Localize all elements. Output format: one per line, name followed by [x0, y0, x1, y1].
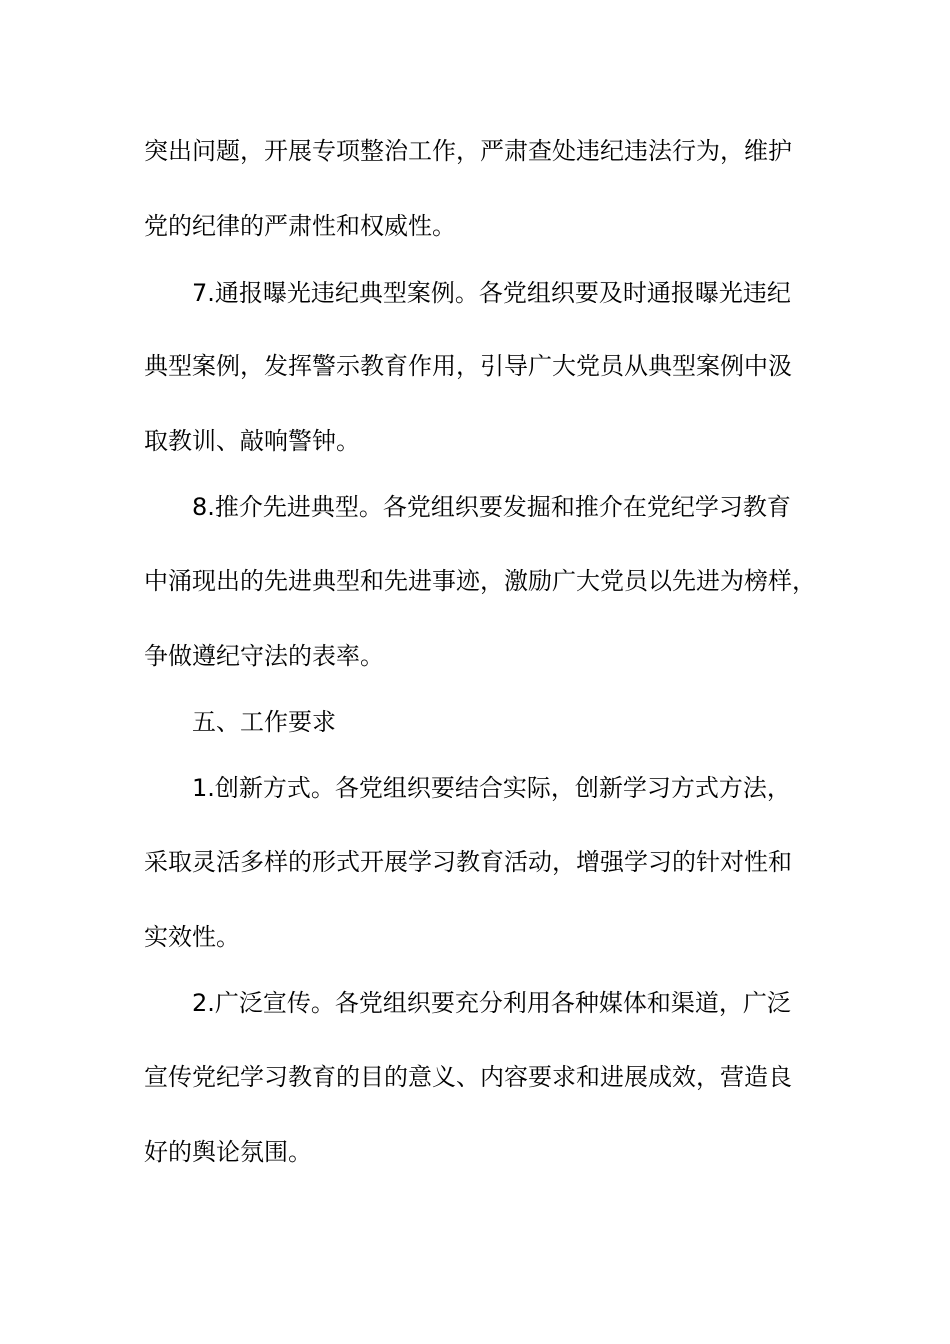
paragraph-line: 典型案例，发挥警示教育作用，引导广大党员从典型案例中汲	[144, 352, 792, 380]
paragraph-line: 实效性。	[144, 923, 240, 951]
paragraph-line: 争做遵纪守法的表率。	[144, 642, 384, 670]
paragraph-line: 8.推介先进典型。各党组织要发掘和推介在党纪学习教育	[192, 493, 791, 521]
paragraph-line: 党的纪律的严肃性和权威性。	[144, 212, 456, 240]
paragraph-line: 突出问题，开展专项整治工作，严肃查处违纪违法行为，维护	[144, 137, 792, 165]
paragraph-line: 好的舆论氛围。	[144, 1138, 312, 1166]
paragraph-line: 采取灵活多样的形式开展学习教育活动，增强学习的针对性和	[144, 848, 792, 876]
section-heading: 五、工作要求	[192, 708, 336, 736]
paragraph-line: 7.通报曝光违纪典型案例。各党组织要及时通报曝光违纪	[192, 279, 791, 307]
paragraph-line: 1.创新方式。各党组织要结合实际，创新学习方式方法，	[192, 774, 791, 802]
paragraph-line: 中涌现出的先进典型和先进事迹，激励广大党员以先进为榜样，	[144, 567, 816, 595]
paragraph-line: 宣传党纪学习教育的目的意义、内容要求和进展成效，营造良	[144, 1063, 792, 1091]
paragraph-line: 2.广泛宣传。各党组织要充分利用各种媒体和渠道，广泛	[192, 989, 791, 1017]
paragraph-line: 取教训、敲响警钟。	[144, 427, 360, 455]
